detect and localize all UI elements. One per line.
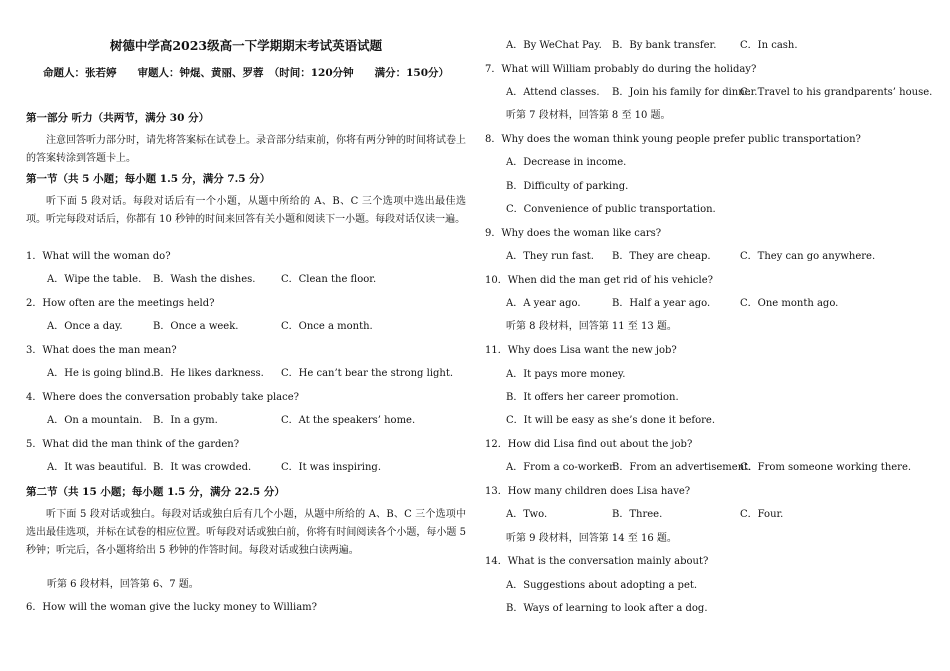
option-13c: C．Four. (740, 509, 784, 520)
option-3a: A．He is going blind. (47, 368, 155, 379)
option-4c: C．At the speakers’ home. (281, 415, 416, 426)
option-13a: A．Two. (506, 509, 548, 520)
option-1b: B．Wash the dishes. (153, 274, 256, 285)
option-11b: B．It offers her career promotion. (506, 392, 679, 403)
material-9-note: 听第 9 段材料，回答第 14 至 16 题。 (506, 533, 677, 544)
option-9c: C．They can go anywhere. (740, 251, 876, 262)
option-4b: B．In a gym. (153, 415, 218, 426)
section1-heading: 第一节（共 5 小题；每小题 1.5 分，满分 7.5 分） (26, 173, 271, 185)
option-13b: B．Three. (612, 509, 663, 520)
option-8c: C．Convenience of public transportation. (506, 204, 716, 215)
question-7: 7．What will William probably do during the holiday? (485, 64, 757, 75)
option-2a: A．Once a day. (47, 321, 123, 332)
option-6a: A．By WeChat Pay. (506, 40, 602, 51)
question-1: 1．What will the woman do? (26, 251, 171, 262)
option-10a: A．A year ago. (506, 298, 581, 309)
option-2b: B．Once a week. (153, 321, 239, 332)
question-11: 11．Why does Lisa want the new job? (485, 345, 677, 356)
option-5b: B．It was crowded. (153, 462, 252, 473)
option-1c: C．Clean the floor. (281, 274, 377, 285)
option-6c: C．In cash. (740, 40, 798, 51)
option-11c: C．It will be easy as she’s done it before. (506, 415, 715, 426)
question-4: 4．Where does the conversation probably take place? (26, 392, 300, 403)
material-7-note: 听第 7 段材料，回答第 8 至 10 题。 (506, 110, 671, 121)
question-8: 8．Why does the woman think young people prefer public transportation? (485, 134, 861, 145)
exam-meta: 命题人：张若婷 审题人：钟焜、黄丽、罗蓉 （时间：120分钟 满分：150分） (42, 67, 450, 79)
option-4a: A．On a mountain. (47, 415, 143, 426)
option-6b: B．By bank transfer. (612, 40, 717, 51)
option-12c: C．From someone working there. (740, 462, 912, 473)
question-2: 2．How often are the meetings held? (26, 298, 215, 309)
option-2c: C．Once a month. (281, 321, 373, 332)
section2-intro: 听下面 5 段对话或独白。每段对话或独白后有几个小题，从题中所给的 A、B、C 三个选项中选出最佳选项，并标在试卷的相应位置。听每段对话或独白前，你将有时间阅读各个小题，每小题 5 秒钟；听完后，各小题将给出 5 秒钟的作答时间。每段对话或独白读两遍。 (26, 509, 466, 556)
option-14b: B．Ways of learning to look after a dog. (506, 603, 708, 614)
option-7c: C．Travel to his grandparents’ house. (740, 87, 933, 98)
question-10: 10．When did the man get rid of his vehicle? (485, 275, 713, 286)
question-5: 5．What did the man think of the garden? (26, 439, 240, 450)
question-3: 3．What does the man mean? (26, 345, 177, 356)
question-12: 12．How did Lisa find out about the job? (485, 439, 693, 450)
option-12b: B．From an advertisement. (612, 462, 752, 473)
option-7a: A．Attend classes. (506, 87, 600, 98)
section2-heading: 第二节（共 15 小题；每小题 1.5 分，满分 22.5 分） (26, 486, 285, 498)
question-9: 9．Why does the woman like cars? (485, 228, 662, 239)
option-12a: A．From a co-worker. (506, 462, 616, 473)
option-8b: B．Difficulty of parking. (506, 181, 629, 192)
option-5a: A．It was beautiful. (47, 462, 147, 473)
option-11a: A．It pays more money. (506, 369, 626, 380)
option-3c: C．He can’t bear the strong light. (281, 368, 454, 379)
question-6: 6．How will the woman give the lucky money to William? (26, 602, 318, 613)
option-14a: A．Suggestions about adopting a pet. (506, 580, 698, 591)
option-10b: B．Half a year ago. (612, 298, 711, 309)
material-8-note: 听第 8 段材料，回答第 11 至 13 题。 (506, 321, 677, 332)
option-3b: B．He likes darkness. (153, 368, 264, 379)
part1-heading: 第一部分 听力（共两节，满分 30 分） (26, 112, 210, 124)
part1-intro: 注意回答听力部分时，请先将答案标在试卷上。录音部分结束前，你将有两分钟的时间将试卷上的答案转涂到答题卡上。 (26, 135, 466, 164)
question-14: 14．What is the conversation mainly about? (485, 556, 709, 567)
option-7b: B．Join his family for dinner. (612, 87, 758, 98)
question-13: 13．How many children does Lisa have? (485, 486, 691, 497)
exam-title: 树德中学高2023级高一下学期期末考试英语试题 (109, 38, 383, 53)
option-9b: B．They are cheap. (612, 251, 711, 262)
option-1a: A．Wipe the table. (47, 274, 142, 285)
section1-intro: 听下面 5 段对话。每段对话后有一个小题，从题中所给的 A、B、C 三个选项中选出最佳选项。听完每段对话后，你都有 10 秒钟的时间来回答有关小题和阅读下一小题。每段对话仅读一遍。 (26, 196, 466, 225)
option-10c: C．One month ago. (740, 298, 839, 309)
option-8a: A．Decrease in income. (506, 157, 627, 168)
material-6-note: 听第 6 段材料，回答第 6、7 题。 (47, 579, 199, 590)
option-9a: A．They run fast. (506, 251, 594, 262)
option-5c: C．It was inspiring. (281, 462, 381, 473)
